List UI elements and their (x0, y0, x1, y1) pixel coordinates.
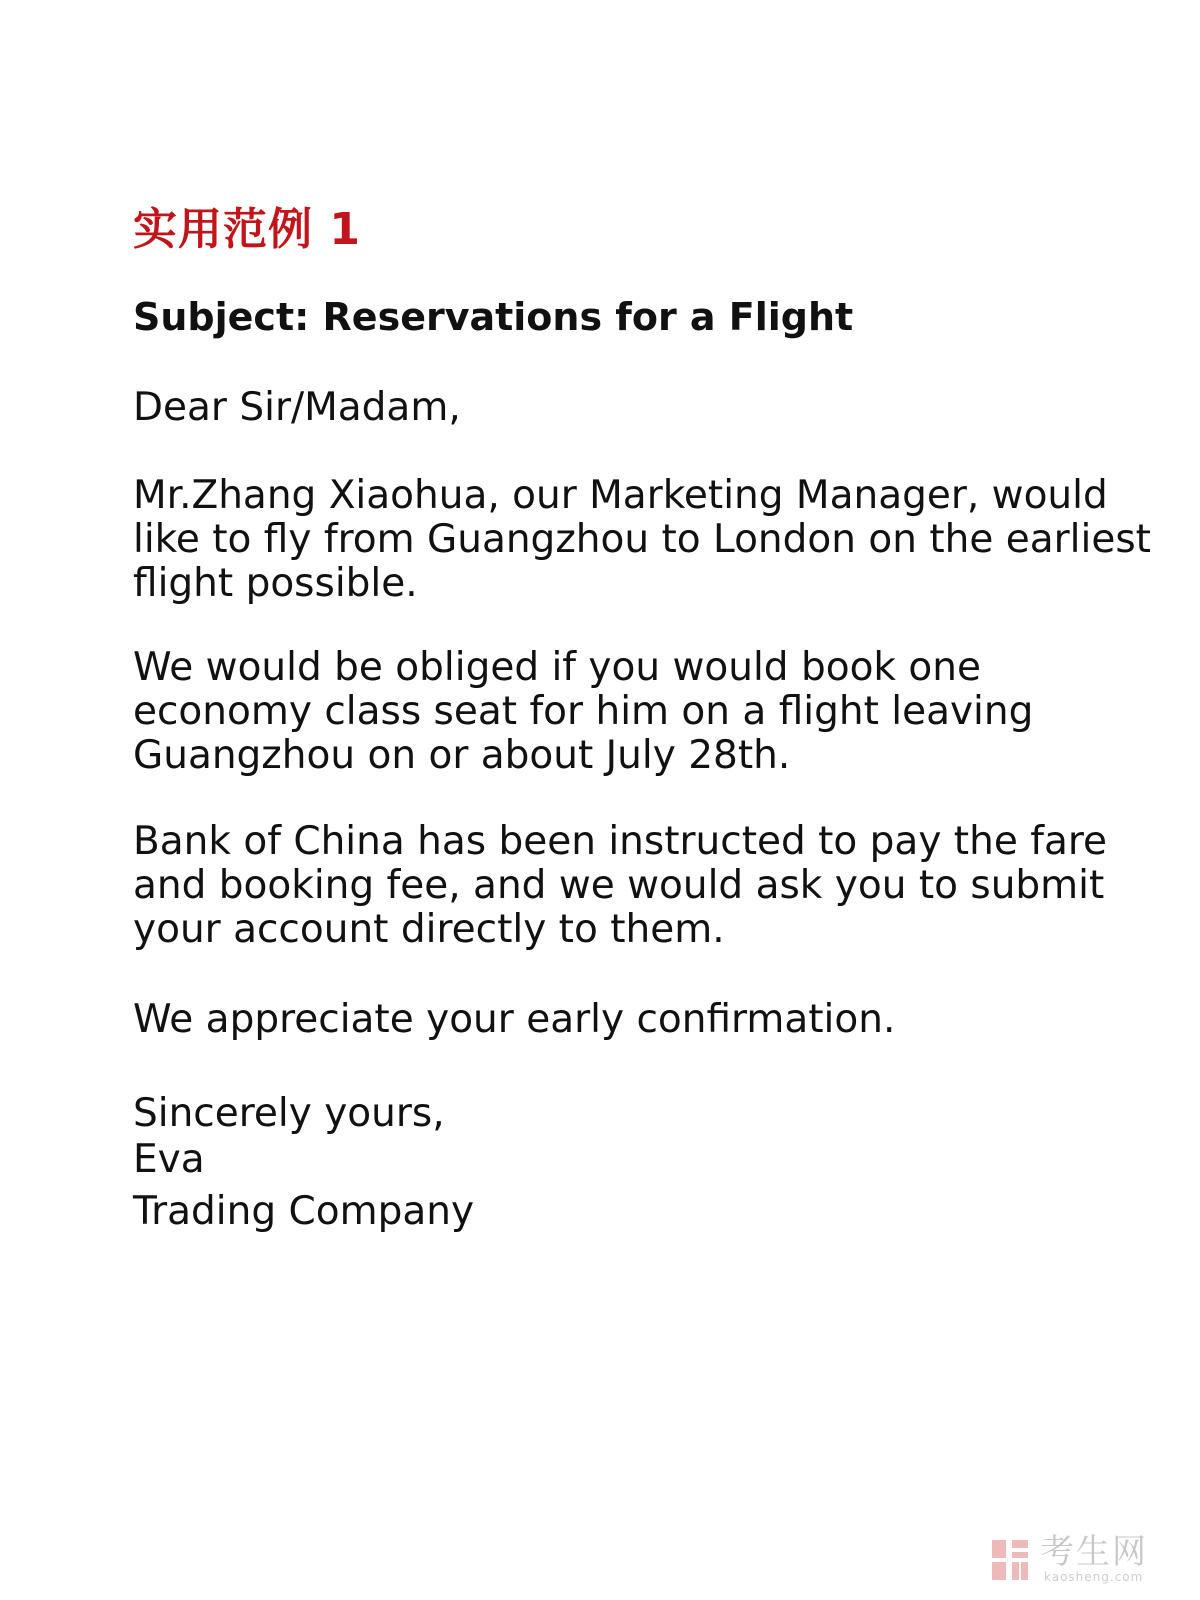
salutation: Dear Sir/Madam, (133, 385, 461, 430)
example-heading: 实用范例 1 (133, 204, 361, 255)
watermark-name: 考生网 (1040, 1532, 1148, 1572)
signer-name: Eva (133, 1137, 205, 1182)
watermark (990, 1530, 1170, 1590)
kaosheng-logo-icon (990, 1538, 1030, 1582)
paragraph-payment: Bank of China has been instructed to pay the fare and booking fee, and we would ask you to submit your account directly to them. (133, 819, 1108, 952)
letter-subject: Subject: Reservations for a Flight (133, 295, 854, 339)
closing: Sincerely yours, (133, 1091, 445, 1136)
paragraph-thanks: We appreciate your early confirmation. (133, 997, 896, 1042)
paragraph-booking: We would be obliged if you would book one economy class seat for him on a flight leaving Guangzhou on or about July 28th. (133, 645, 1034, 778)
company-name: Trading Company (133, 1189, 475, 1234)
watermark-site: kaosheng.com (1044, 1570, 1144, 1584)
paragraph-request: Mr.Zhang Xiaohua, our Marketing Manager, would like to fly from Guangzhou to London on the earliest flight possible. (133, 473, 1151, 606)
